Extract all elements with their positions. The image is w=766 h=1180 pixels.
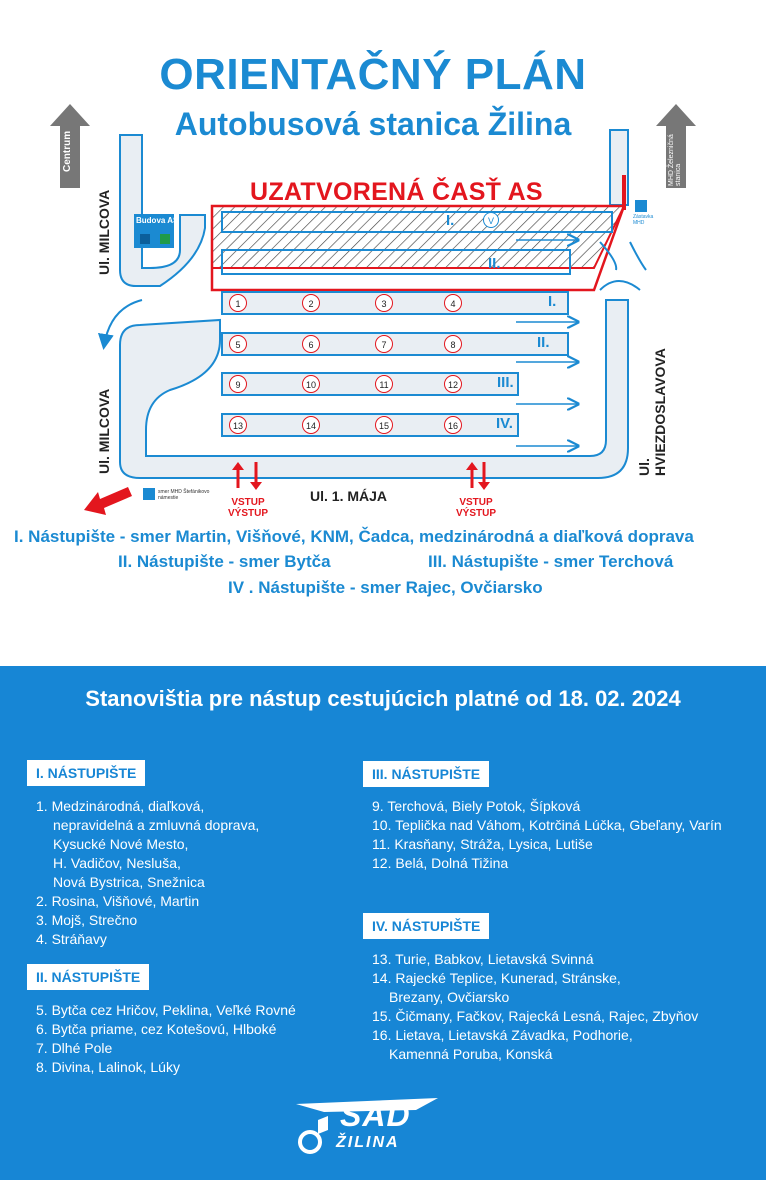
closed-platform-label-1: I. [446, 212, 455, 229]
schedule-heading: Stanovištia pre nástup cestujúcich platné od 18. 02. 2024 [85, 686, 681, 711]
platform-label-3: III. [497, 374, 514, 391]
logo-text-zilina: ŽILINA [336, 1134, 400, 1151]
stand-8: 8 [444, 335, 462, 353]
street-milcova-top: Ul. MILCOVA [96, 189, 112, 275]
stand-9: 9 [229, 375, 247, 393]
stand-15: 15 [375, 416, 393, 434]
street-milcova-bottom: Ul. MILCOVA [96, 388, 112, 474]
stand-14: 14 [302, 416, 320, 434]
street-1-maja: Ul. 1. MÁJA [310, 488, 388, 504]
stand-7: 7 [375, 335, 393, 353]
entry-exit-left: VSTUP VÝSTUP [228, 497, 269, 519]
centrum-label: Centrum [62, 130, 73, 172]
mhd-station-label: MHD Železničná stanica [668, 134, 682, 186]
closed-area-label: UZATVORENÁ ČASŤ AS [250, 178, 543, 206]
section-title-3: III. NÁSTUPIŠTE [363, 761, 489, 787]
stand-6: 6 [302, 335, 320, 353]
stand-3: 3 [375, 294, 393, 312]
legend-platform-3: III. Nástupište - smer Terchová [428, 552, 674, 571]
section-title-2: II. NÁSTUPIŠTE [27, 964, 149, 990]
section-list-2: 5. Bytča cez Hričov, Peklina, Veľké Rovné 6. Bytča priame, cez Kotešovú, Hlboké 7. Dlhé Pole 8. Divina, Lalinok, Lúky [36, 1002, 296, 1075]
platform-label-4: IV. [496, 415, 513, 432]
stand-1: 1 [229, 294, 247, 312]
platforms [222, 292, 568, 436]
map-subtitle: Autobusová stanica Žilina [174, 106, 572, 142]
section-list-4: 13. Turie, Babkov, Lietavská Svinná 14. Rajecké Teplice, Kunerad, Stránske, Brezany, Ovčiarsko 15. Čičmany, Fačkov, Rajecká Lesná, Rajec, Zbyňov 16. Lietava, Lietavská Závadka, Podhorie, Kamenná Poruba, Konská [372, 951, 699, 1062]
section-list-1: 1. Medzinárodná, diaľková, nepravidelná a zmluvná doprava, Kysucké Nové Mesto, H. Vadičov, Nesluša, Nová Bystrica, Snežnica 2. Rosina, Višňové, Martin 3. Mojš, Strečno 4. Stráňavy [36, 798, 260, 947]
stand-13: 13 [229, 416, 247, 434]
zastavka-label: Zástavka MHD [633, 214, 654, 226]
stand-2: 2 [302, 294, 320, 312]
section-list-3: 9. Terchová, Biely Potok, Šípková 10. Teplička nad Váhom, Kotrčiná Lúčka, Gbeľany, Varín 11. Krasňany, Stráža, Lysica, Lutiše 12. Belá, Dolná Tižina [372, 798, 722, 871]
section-title-1: I. NÁSTUPIŠTE [27, 760, 145, 786]
street-hviezdoslavova: Ul. HVIEZDOSLAVOVA [636, 348, 668, 476]
stand-12: 12 [444, 375, 462, 393]
stand-16: 16 [444, 416, 462, 434]
map-title: ORIENTAČNÝ PLÁN [159, 50, 587, 99]
entry-exit-right: VSTUP VÝSTUP [456, 497, 497, 519]
platform-label-2: II. [537, 334, 550, 351]
mhd-stef-label: smer MHD Štefánikovo námestie [158, 489, 210, 501]
bus-stop-icon [635, 200, 647, 212]
legend-platform-4: IV . Nástupište - smer Rajec, Ovčiarsko [228, 578, 543, 597]
legend-platform-1: I. Nástupište - smer Martin, Višňové, KNM, Čadca, medzinárodná a diaľková doprava [14, 527, 694, 546]
logo-text-sad: SAD [340, 1097, 411, 1133]
stand-10: 10 [302, 375, 320, 393]
exit-red-arrow [84, 487, 132, 515]
stand-5: 5 [229, 335, 247, 353]
schedule-panel [0, 666, 766, 1180]
legend-platform-2: II. Nástupište - smer Bytča [118, 552, 331, 571]
stand-4: 4 [444, 294, 462, 312]
closed-platform-label-2: II. [488, 255, 501, 272]
closed-stand: V [483, 212, 499, 228]
building-label: Budova AS [136, 216, 179, 225]
bus-stop-icon-bottom [143, 488, 155, 500]
platform-label-1: I. [548, 293, 557, 310]
sad-zilina-logo [288, 1094, 438, 1160]
stand-11: 11 [375, 375, 393, 393]
section-title-4: IV. NÁSTUPIŠTE [363, 913, 489, 939]
